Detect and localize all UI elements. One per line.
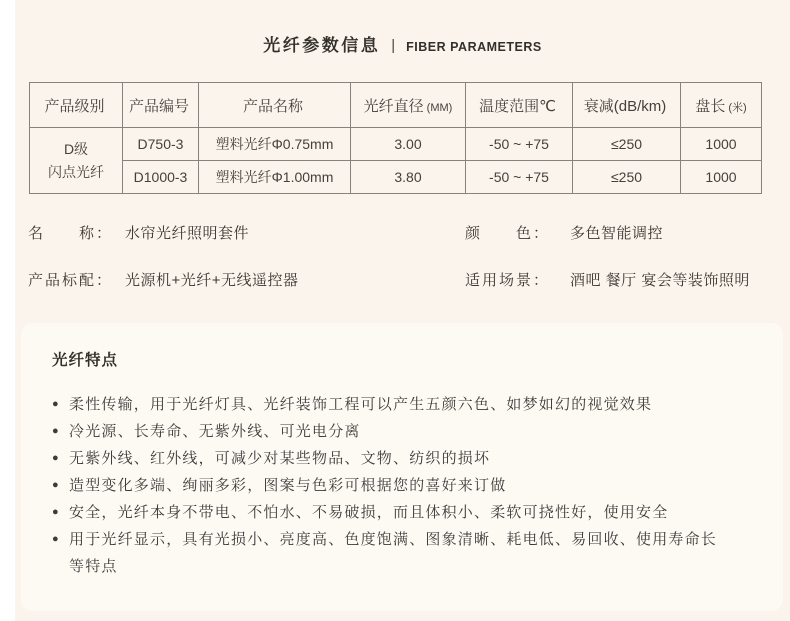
spec-product-name [28, 222, 249, 243]
cell-name: 塑料光纤Φ1.00mm [199, 161, 351, 194]
grade-line1: D级 [63, 140, 89, 157]
bullet-icon: ● [52, 398, 60, 410]
header-label: 温度范围℃ [479, 97, 556, 115]
feature-item [52, 499, 752, 526]
content-area [15, 0, 790, 621]
fiber-features-panel [21, 323, 783, 611]
header-label: 产品编号 [128, 97, 189, 115]
table-row [30, 161, 762, 194]
cell-temp-range: -50 ~ +75 [466, 161, 573, 194]
feature-item [52, 472, 752, 499]
spec-label: 产品标配： [28, 272, 114, 289]
feature-text: 用于光纤显示，具有光损小、亮度高、色度饱满、图象清晰、耗电低、易回收、使用寿命长等特点 [69, 531, 718, 575]
features-title: 光纤特点 [52, 352, 119, 369]
cell-diameter: 3.00 [351, 128, 466, 161]
cell-code: D750-3 [123, 128, 199, 161]
bullet-icon: ● [52, 533, 60, 545]
column-header-code [123, 83, 199, 128]
header-label: 光纤直径 [363, 97, 424, 115]
column-header-diameter [351, 83, 466, 128]
header-label: 产品级别 [44, 97, 105, 115]
feature-item [52, 526, 752, 580]
spec-standard-package [28, 269, 299, 290]
spec-label: 适用场景： [465, 272, 551, 289]
feature-text: 柔性传输，用于光纤灯具、光纤装饰工程可以产生五颜六色、如梦如幻的视觉效果 [69, 396, 653, 413]
table-row [30, 128, 762, 161]
feature-text: 造型变化多端、绚丽多彩，图案与色彩可根据您的喜好来订做 [69, 477, 507, 494]
spec-value: 多色智能调控 [570, 225, 664, 242]
cell-code: D1000-3 [123, 161, 199, 194]
feature-item [52, 418, 752, 445]
fiber-parameters-table [29, 82, 762, 194]
feature-item [52, 445, 752, 472]
cell-temp-range: -50 ~ +75 [466, 128, 573, 161]
column-header-name [199, 83, 351, 128]
spec-color [465, 222, 663, 243]
cell-attenuation: ≤250 [573, 161, 681, 194]
spec-value: 酒吧 餐厅 宴会等装饰照明 [570, 272, 750, 289]
cell-diameter: 3.80 [351, 161, 466, 194]
cell-name: 塑料光纤Φ0.75mm [199, 128, 351, 161]
grade-line2: 闪点光纤 [48, 163, 104, 180]
bullet-icon: ● [52, 479, 60, 491]
cell-attenuation: ≤250 [573, 128, 681, 161]
title-zh: 光纤参数信息 [263, 36, 381, 55]
column-header-temp-range [466, 83, 573, 128]
table-header-row [30, 83, 762, 128]
header-label: 产品名称 [242, 97, 303, 115]
column-header-length [681, 83, 762, 128]
feature-text: 冷光源、长寿命、无紫外线、可光电分离 [69, 423, 361, 440]
spec-applicable-scenes [465, 269, 750, 290]
column-header-attenuation [573, 83, 681, 128]
title-divider: | [391, 37, 396, 54]
header-unit: (MM) [426, 101, 453, 114]
feature-text: 无紫外线、红外线，可减少对某些物品、文物、纺织的损坏 [69, 450, 491, 467]
column-header-grade [30, 83, 123, 128]
feature-text: 安全，光纤本身不带电、不怕水、不易破损，而且体积小、柔软可挠性好，使用安全 [69, 504, 669, 521]
product-grade-cell [30, 128, 123, 194]
feature-item [52, 391, 752, 418]
title-en: FIBER PARAMETERS [406, 40, 542, 54]
header-unit: (米) [728, 101, 747, 114]
spec-value: 光源机+光纤+无线遥控器 [125, 272, 299, 289]
features-list [52, 391, 752, 580]
spec-label: 名 称： [28, 225, 114, 242]
spec-label: 颜 色： [465, 225, 551, 242]
bullet-icon: ● [52, 452, 60, 464]
page-title [15, 31, 790, 56]
cell-length: 1000 [681, 161, 762, 194]
spec-value: 水帘光纤照明套件 [125, 225, 250, 242]
cell-length: 1000 [681, 128, 762, 161]
header-label: 盘长 [695, 97, 726, 115]
header-label: 衰减(dB/km) [583, 97, 667, 115]
bullet-icon: ● [52, 425, 60, 437]
bullet-icon: ● [52, 506, 60, 518]
